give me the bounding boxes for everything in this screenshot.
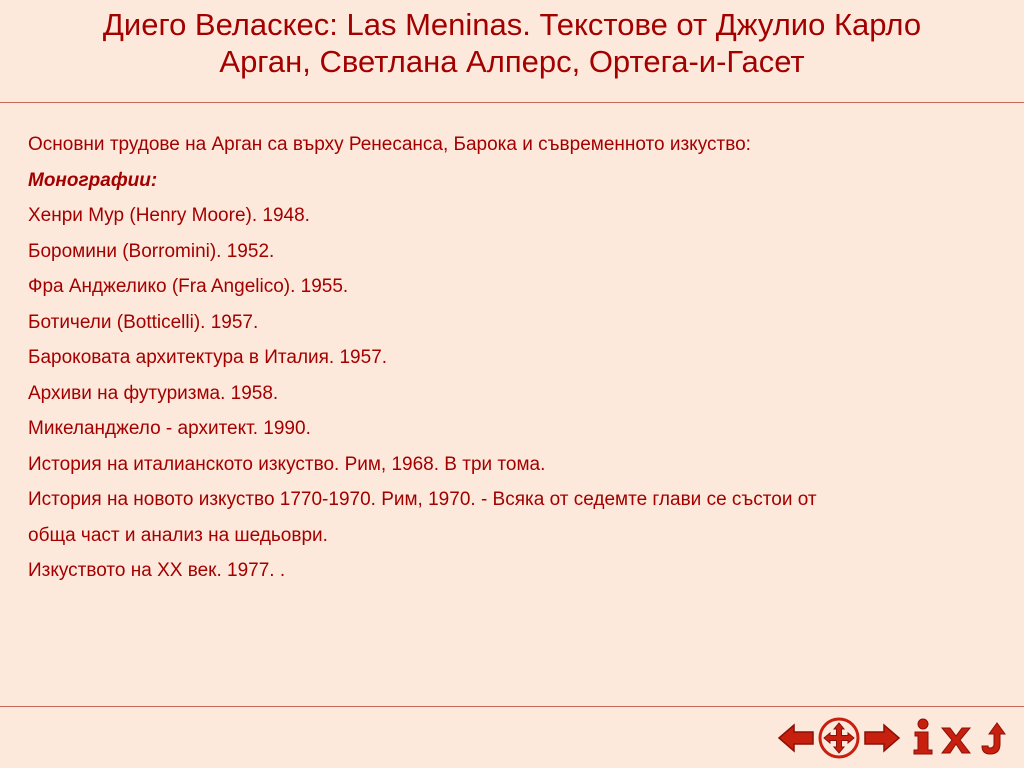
list-item: История на новото изкуство 1770-1970. Рим, 1970. - Всяка от седемте глави се състои от [28, 489, 817, 510]
navigation-bar [776, 714, 1016, 762]
arrow-right-icon [862, 714, 902, 762]
arrow-left-icon [776, 714, 816, 762]
list-item: Хенри Мур (Henry Moore). 1948. [28, 205, 310, 226]
list-item: Фра Анджелико (Fra Angelico). 1955. [28, 276, 349, 297]
monographs-subheading: Монографии: [28, 169, 158, 191]
info-button[interactable] [910, 714, 936, 762]
slide-content [28, 127, 998, 589]
list-item: Архиви на футуризма. 1958. [28, 382, 279, 404]
footer-divider [0, 706, 1024, 707]
home-button[interactable] [816, 714, 862, 762]
close-button[interactable] [938, 714, 974, 762]
list-item: Микеланджело - архитект. 1990. [28, 418, 311, 439]
previous-button[interactable] [776, 714, 816, 762]
home-cross-icon [816, 714, 862, 762]
title-line-1: Диего Веласкес: Las Meninas. Текстове от Джулио Карло [102, 7, 922, 42]
list-item: Бароковата архитектура в Италия. 1957. [28, 347, 388, 368]
list-item: обща част и анализ на шедьоври. [28, 524, 328, 546]
title-line-2: Арган, Светлана Алперс, Ортега-и-Гасет [219, 44, 805, 79]
intro-text: Основни трудове на Арган са върху Ренесанса, Барока и съвременното изкуство: [28, 134, 751, 155]
info-icon [910, 714, 936, 762]
list-item: История на италианското изкуство. Рим, 1968. В три тома. [28, 453, 546, 475]
list-item: Изкуството на XX век. 1977. . [28, 560, 286, 581]
list-item: Ботичели (Botticelli). 1957. [28, 311, 259, 333]
list-item: Боромини (Borromini). 1952. [28, 240, 275, 262]
slide-header [0, 0, 1024, 103]
return-arrow-icon [974, 714, 1010, 762]
return-button[interactable] [974, 714, 1010, 762]
next-button[interactable] [862, 714, 902, 762]
slide-title [0, 6, 1024, 80]
close-x-icon [938, 714, 974, 762]
